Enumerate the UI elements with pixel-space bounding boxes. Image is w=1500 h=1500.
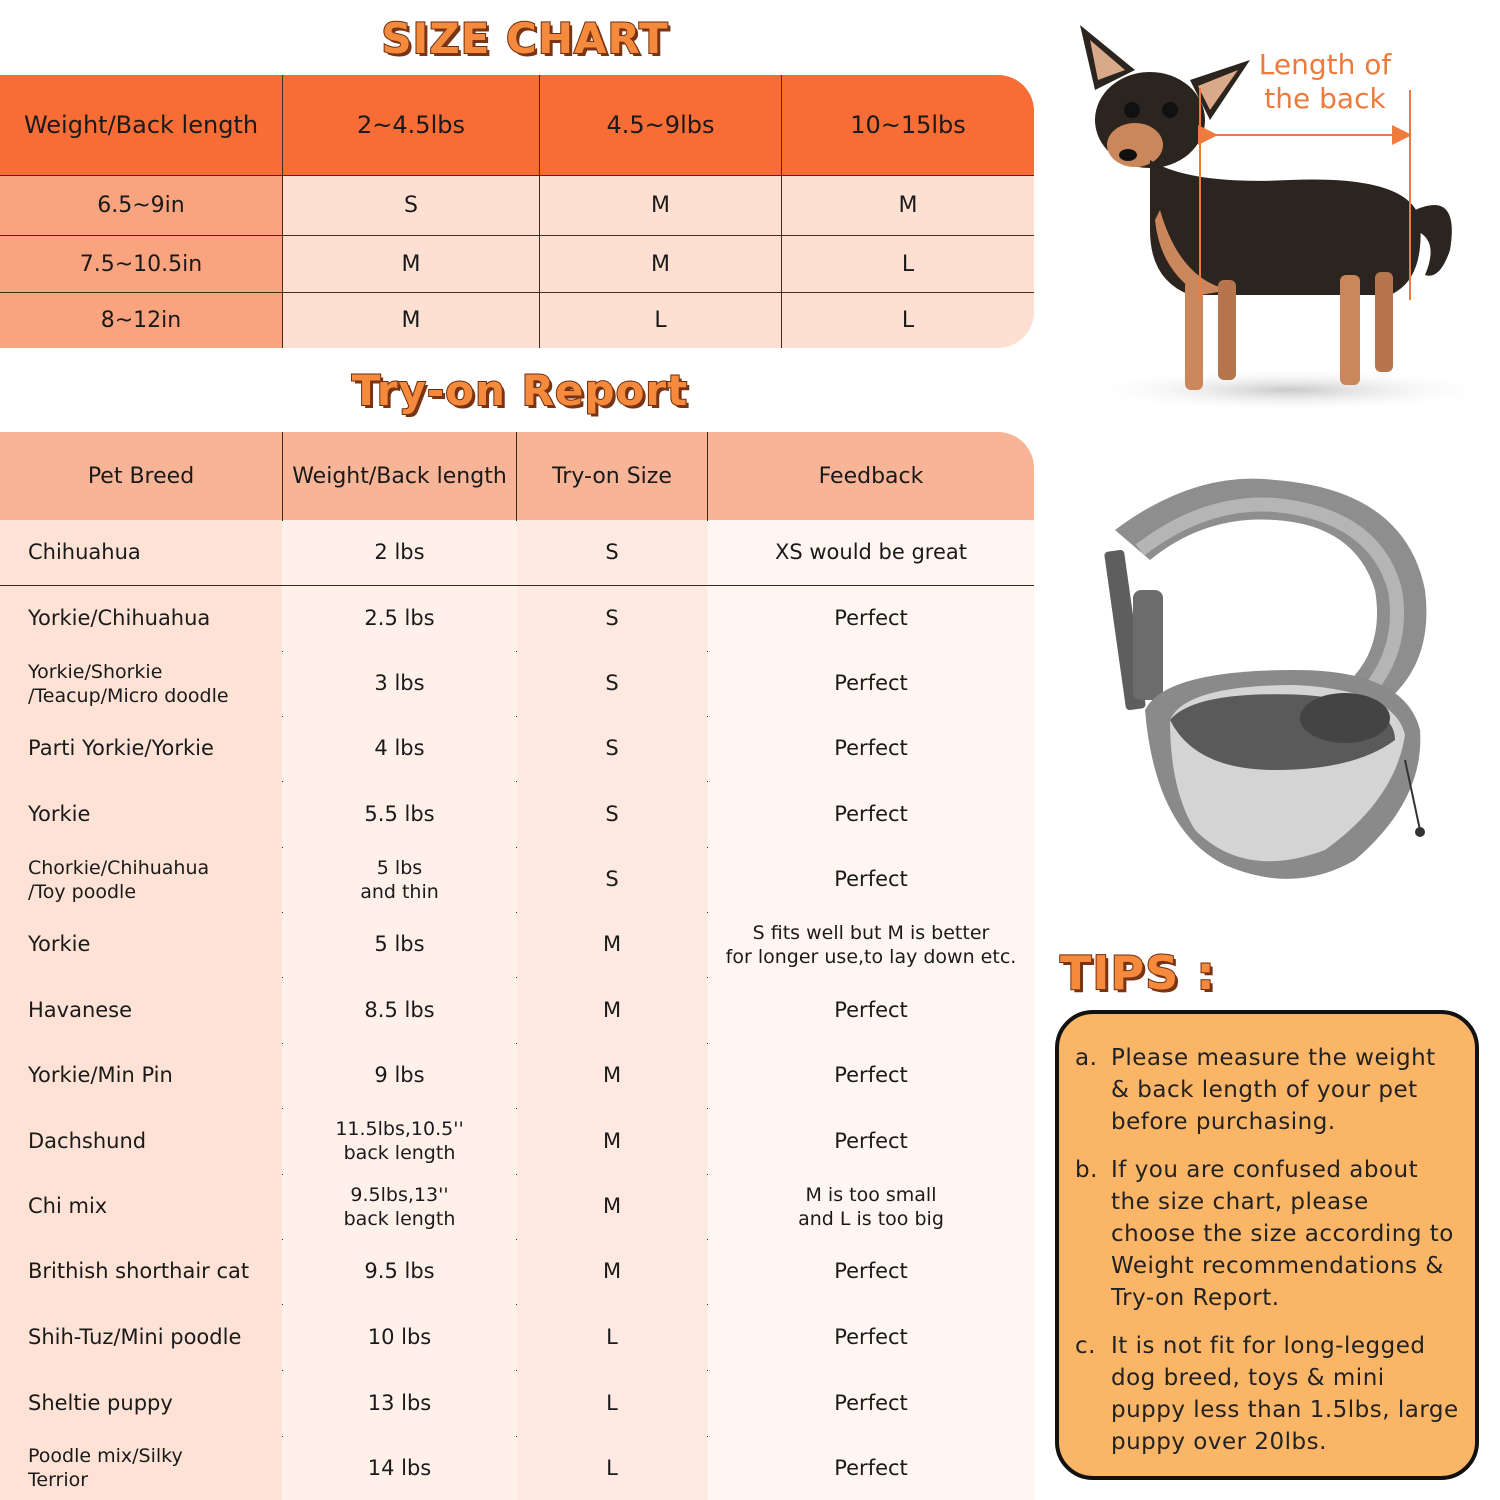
size-chart-col-header: 4.5~9lbs bbox=[540, 75, 781, 175]
size-cell: S bbox=[517, 586, 707, 651]
back-length-label bbox=[1240, 48, 1410, 116]
size-chart-cell: M bbox=[651, 251, 670, 277]
table-row bbox=[0, 977, 1034, 1043]
weight-cell: 10 lbs bbox=[283, 1304, 516, 1370]
table-row bbox=[0, 781, 1034, 847]
weight-cell: 5.5 lbs bbox=[283, 781, 516, 847]
feedback-cell: Perfect bbox=[708, 1304, 1034, 1370]
weight-cell: 5 lbs bbox=[283, 912, 516, 977]
table-row bbox=[0, 651, 1034, 716]
tip-text: It is not fit for long-legged dog breed, toys & mini puppy less than 1.5lbs, large puppy over 20lbs. bbox=[1111, 1333, 1459, 1455]
grid-line bbox=[0, 235, 1034, 236]
table-row bbox=[0, 1174, 1034, 1239]
breed-cell: Yorkie bbox=[0, 912, 282, 977]
weight-cell: 4 lbs bbox=[283, 716, 516, 781]
grid-line bbox=[707, 432, 708, 520]
weight-cell: 9 lbs bbox=[283, 1043, 516, 1108]
breed-cell: Yorkie bbox=[0, 781, 282, 847]
table-row bbox=[0, 1436, 1034, 1500]
feedback-cell: XS would be great bbox=[708, 520, 1034, 585]
tip-item bbox=[1075, 1154, 1461, 1314]
feedback-cell: Perfect bbox=[708, 716, 1034, 781]
table-row bbox=[0, 1108, 1034, 1174]
table-row bbox=[0, 1043, 1034, 1108]
feedback-cell: M is too small and L is too big bbox=[708, 1174, 1034, 1239]
table-row bbox=[0, 1304, 1034, 1370]
back-length-label-line: the back bbox=[1264, 82, 1386, 115]
breed-cell: Yorkie/Shorkie /Teacup/Micro doodle bbox=[0, 651, 282, 716]
size-cell: L bbox=[517, 1436, 707, 1500]
feedback-cell: Perfect bbox=[708, 1108, 1034, 1174]
tip-item bbox=[1075, 1042, 1461, 1138]
size-cell: S bbox=[517, 781, 707, 847]
tip-item bbox=[1075, 1330, 1461, 1458]
size-cell: S bbox=[517, 651, 707, 716]
feedback-cell: S fits well but M is better for longer use,to lay down etc. bbox=[708, 912, 1034, 977]
try-on-header-breed: Pet Breed bbox=[0, 432, 282, 520]
size-chart-cell: M bbox=[651, 193, 670, 218]
sling-carrier-illustration bbox=[1075, 470, 1465, 900]
grid-line bbox=[781, 75, 782, 348]
try-on-header-feedback: Feedback bbox=[708, 432, 1034, 520]
tip-text: If you are confused about the size chart, please choose the size according to Weight recommendations & Try-on Report. bbox=[1111, 1157, 1454, 1311]
breed-cell: Chi mix bbox=[0, 1174, 282, 1239]
back-length-label-line: Length of bbox=[1258, 48, 1392, 81]
size-cell: M bbox=[517, 1239, 707, 1304]
size-chart-table bbox=[0, 75, 1034, 348]
grid-line bbox=[0, 175, 1034, 176]
breed-cell: Parti Yorkie/Yorkie bbox=[0, 716, 282, 781]
size-cell: M bbox=[517, 1174, 707, 1239]
size-chart-corner-header: Weight/Back length bbox=[0, 75, 282, 175]
size-cell: L bbox=[517, 1304, 707, 1370]
size-chart-row-header: 7.5~10.5in bbox=[0, 236, 282, 292]
size-chart-cell: L bbox=[654, 308, 667, 333]
breed-cell: Poodle mix/Silky Terrior bbox=[0, 1436, 282, 1500]
feedback-cell: Perfect bbox=[708, 586, 1034, 651]
size-cell: S bbox=[517, 716, 707, 781]
size-cell: S bbox=[517, 520, 707, 585]
breed-cell: Yorkie/Min Pin bbox=[0, 1043, 282, 1108]
weight-cell: 8.5 lbs bbox=[283, 977, 516, 1043]
table-row bbox=[0, 912, 1034, 977]
try-on-table bbox=[0, 432, 1034, 1500]
weight-cell: 5 lbs and thin bbox=[283, 847, 516, 912]
weight-cell: 9.5lbs,13'' back length bbox=[283, 1174, 516, 1239]
size-chart-cell: L bbox=[901, 308, 915, 333]
try-on-report-title: Try-on Report bbox=[351, 366, 689, 415]
size-chart-cell: M bbox=[401, 251, 421, 277]
size-chart-row-header: 6.5~9in bbox=[0, 176, 282, 235]
size-cell: M bbox=[517, 1043, 707, 1108]
breed-cell: Havanese bbox=[0, 977, 282, 1043]
size-cell: M bbox=[517, 1108, 707, 1174]
breed-cell: Brithish shorthair cat bbox=[0, 1239, 282, 1304]
grid-line bbox=[539, 75, 540, 348]
tip-letter: a. bbox=[1075, 1045, 1098, 1071]
grid-line bbox=[282, 75, 283, 348]
size-chart-row-header: 8~12in bbox=[0, 293, 282, 348]
size-cell: M bbox=[517, 912, 707, 977]
table-row bbox=[0, 716, 1034, 781]
weight-cell: 11.5lbs,10.5'' back length bbox=[283, 1108, 516, 1174]
weight-cell: 2 lbs bbox=[283, 520, 516, 585]
size-chart-cell: M bbox=[898, 193, 918, 218]
grid-line bbox=[516, 432, 517, 520]
size-chart-cell: M bbox=[401, 308, 421, 333]
size-cell: L bbox=[517, 1370, 707, 1436]
table-row bbox=[0, 586, 1034, 651]
size-cell: M bbox=[517, 977, 707, 1043]
tips-box bbox=[1055, 1010, 1479, 1480]
tips-title: TIPS : bbox=[1060, 946, 1216, 1000]
size-chart-col-header: 2~4.5lbs bbox=[283, 75, 539, 175]
size-cell: S bbox=[517, 847, 707, 912]
breed-cell: Dachshund bbox=[0, 1108, 282, 1174]
grid-line bbox=[0, 292, 1034, 293]
sling-carrier-image bbox=[1075, 470, 1465, 900]
feedback-cell: Perfect bbox=[708, 651, 1034, 716]
breed-cell: Shih-Tuz/Mini poodle bbox=[0, 1304, 282, 1370]
tip-text: Please measure the weight & back length of your pet before purchasing. bbox=[1111, 1045, 1436, 1135]
feedback-cell: Perfect bbox=[708, 977, 1034, 1043]
weight-cell: 14 lbs bbox=[283, 1436, 516, 1500]
weight-cell: 3 lbs bbox=[283, 651, 516, 716]
table-row bbox=[0, 847, 1034, 912]
breed-cell: Chorkie/Chihuahua /Toy poodle bbox=[0, 847, 282, 912]
size-chart-cell: S bbox=[404, 193, 418, 218]
feedback-cell: Perfect bbox=[708, 781, 1034, 847]
feedback-cell: Perfect bbox=[708, 1370, 1034, 1436]
weight-cell: 9.5 lbs bbox=[283, 1239, 516, 1304]
try-on-header-size: Try-on Size bbox=[517, 432, 707, 520]
try-on-header-weight: Weight/Back length bbox=[283, 432, 516, 520]
feedback-cell: Perfect bbox=[708, 1043, 1034, 1108]
feedback-cell: Perfect bbox=[708, 1436, 1034, 1500]
weight-cell: 13 lbs bbox=[283, 1370, 516, 1436]
feedback-cell: Perfect bbox=[708, 1239, 1034, 1304]
breed-cell: Yorkie/Chihuahua bbox=[0, 586, 282, 651]
weight-cell: 2.5 lbs bbox=[283, 586, 516, 651]
size-chart-cell: L bbox=[901, 251, 915, 277]
table-row bbox=[0, 1239, 1034, 1304]
tip-letter: b. bbox=[1075, 1157, 1098, 1183]
table-row bbox=[0, 520, 1034, 585]
breed-cell: Chihuahua bbox=[0, 520, 282, 585]
tip-letter: c. bbox=[1075, 1333, 1096, 1359]
table-row bbox=[0, 1370, 1034, 1436]
size-chart-title: SIZE CHART bbox=[381, 14, 669, 63]
breed-cell: Sheltie puppy bbox=[0, 1370, 282, 1436]
grid-line bbox=[282, 432, 283, 520]
size-chart-col-header: 10~15lbs bbox=[782, 75, 1034, 175]
feedback-cell: Perfect bbox=[708, 847, 1034, 912]
